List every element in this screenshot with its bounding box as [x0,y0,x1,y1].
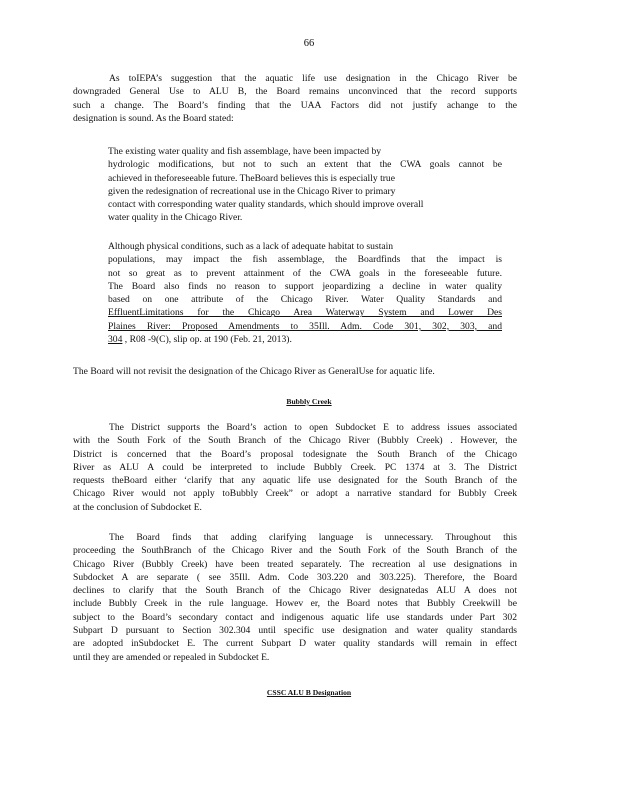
text-line: contact with corresponding water quality standards, which should improve overall [108,199,424,211]
text-line: include Bubbly Creek in the rule language. Howev er, the Board notes that Bubbly Creekwill be [73,598,517,610]
text-line: declines to clarify that the South Branch of the Chicago River designatedas ALU A does not [73,585,517,597]
paragraph-iepa-suggestion [73,72,517,125]
text-line: such a change. The Board’s finding that the UAA Factors did not justify achange to the [73,99,517,111]
section-heading-cssc-alu-b [0,686,618,699]
page-number: 66 [303,38,315,49]
text-line: are adopted inSubdocket E. The current Subpart D water quality standards will remain in effect [73,638,517,650]
text-line: until they are amended or repealed in Subdocket E. [73,651,270,663]
paragraph-district-supports [73,421,517,514]
text-line: based on one attribute of the Chicago River. Water Quality Standards and [108,294,502,306]
section-heading-bubbly-creek [0,395,618,408]
heading-text: CSSC ALU B Designation [266,688,352,697]
text-line: Although physical conditions, such as a lack of adequate habitat to sustain [108,241,394,252]
text-line: Chicago River (Bubbly Creek) have been treated separately. The recreation al use designations in [73,558,517,570]
text-line: achieved in theforeseeable future. TheBoard believes this is especially true [108,172,395,184]
citation-rest: , R08 -9(C), slip op. at 190 (Feb. 21, 2013). [122,334,292,346]
text-line: given the redesignation of recreational use in the Chicago River to primary [108,185,396,197]
heading-text: Bubbly Creek [286,397,332,406]
block-quote-1 [108,145,502,225]
text-line: Subdocket A are separate ( see 35Ill. Adm. Code 303.220 and 303.225). Therefore, the Board [73,571,517,583]
text-line: at the conclusion of Subdocket E. [73,501,202,513]
text-line: As toIEPA’s suggestion that the aquatic life use designation in the Chicago River be [109,73,517,84]
text-line: hydrologic modifications, but not to such an extent that the CWA goals cannot be [108,159,502,171]
text-line: The District supports the Board’s action to open Subdocket E to address issues associated [109,422,517,433]
paragraph-board-finds [73,531,517,664]
text-line: populations, may impact the fish assemblage, the Boardfinds that the impact is [108,254,502,266]
block-quote-2 [108,240,502,346]
text-line: Subpart D pursuant to Section 302.304 until specific use designation and water quality standards [73,625,517,637]
text-line: requests theBoard either ‘clarify that any aquatic life use designated for the South Branch of the [73,475,517,487]
citation-line: EffluentLimitations for the Chicago Area Waterway System and Lower Des [108,307,502,319]
text-line: The Board will not revisit the designation of the Chicago River as GeneralUse for aquatic life. [73,366,435,377]
text-line: The existing water quality and fish assemblage, have been impacted by [108,146,382,157]
text-line: River as ALU A could be interpreted to include Bubbly Creek. PC 1374 at 3. The District [73,461,517,473]
text-line: District is concerned that the Board’s proposal todesignate the South Branch of the Chicago [73,448,517,460]
text-line: water quality in the Chicago River. [108,212,243,224]
citation-line: Plaines River: Proposed Amendments to 35Ill. Adm. Code 301, 302, 303, and [108,320,502,332]
text-line: Chicago River would not apply toBubbly Creek” or adopt a narrative standard for Bubbly Creek [73,488,517,500]
text-line: designation is sound. As the Board stated: [73,112,234,124]
text-line: The Board finds that adding clarifying language is unnecessary. Throughout this [109,532,517,543]
text-line: subject to the Board’s secondary contact and indigenous aquatic life use standards under Part 302 [73,611,517,623]
text-line: not so great as to prevent attainment of the CWA goals in the foreseeable future. [108,267,502,279]
paragraph-board-conclusion [73,365,517,378]
citation-code: 304 [108,334,123,346]
text-line: proceeding the SouthBranch of the Chicago River and the South Fork of the South Branch of the [73,545,517,557]
text-line: with the South Fork of the South Branch of the Chicago River (Bubbly Creek) . However, the [73,435,517,447]
citation-line [108,333,502,346]
text-line: The Board also finds no reason to support jeopardizing a decline in water quality [108,280,502,292]
text-line: downgraded General Use to ALU B, the Board remains unconvinced that the record supports [73,86,517,98]
